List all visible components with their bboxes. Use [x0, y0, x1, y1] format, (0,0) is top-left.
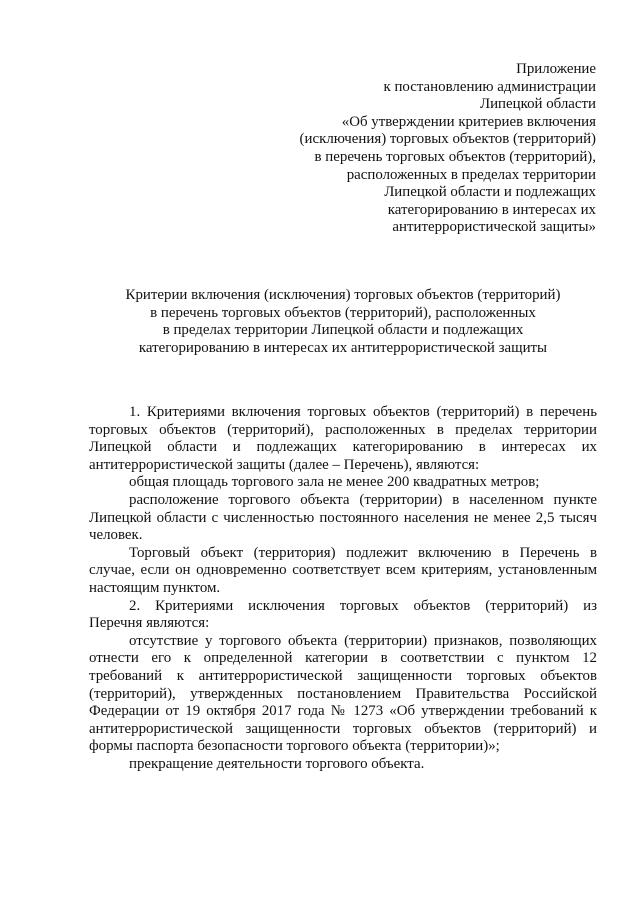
title-line: в перечень торговых объектов (территорий), расположенных	[150, 304, 536, 321]
appendix-line: (исключения) торговых объектов (территорий)	[299, 131, 596, 148]
appendix-line: Липецкой области и подлежащих	[384, 184, 596, 201]
paragraph-location-criterion	[89, 492, 597, 545]
body-line: 2. Критериями исключения торговых объектов (территорий) из	[129, 597, 597, 614]
body-line: (территорий), утвержденных постановлением Правительства Российской	[89, 685, 597, 702]
title-line: Критерии включения (исключения) торговых объектов (территорий)	[125, 287, 561, 303]
body-line: прекращение деятельности торгового объекта.	[129, 755, 425, 772]
body-line: Торговый объект (территория) подлежит включению в Перечень в	[129, 544, 597, 561]
body-line: торговых объектов (территорий), расположенных в пределах территории	[89, 421, 597, 438]
appendix-line: «Об утверждении критериев включения	[341, 113, 596, 130]
body-line: отнести его к определенной категории в соответствии с пунктом 12	[89, 650, 597, 667]
body-line: Липецкой области и подлежащих категорированию в интересах их	[89, 439, 597, 456]
body-line: антитеррористической защищенности торговых объектов (территорий) и	[89, 720, 597, 737]
body-line: отсутствие у торгового объекта (территории) признаков, позволяющих	[129, 632, 597, 649]
body-line: общая площадь торгового зала не менее 200 квадратных метров;	[129, 474, 540, 491]
document-body	[89, 404, 597, 773]
body-line: расположение торгового объекта (территории) в населенном пункте	[129, 491, 597, 508]
appendix-line: расположенных в пределах территории	[346, 166, 596, 183]
body-line: настоящим пунктом.	[89, 579, 221, 596]
paragraph-exclusion-criteria	[89, 598, 597, 633]
appendix-line: в перечень торговых объектов (территорий),	[314, 148, 596, 165]
paragraph-inclusion-condition	[89, 545, 597, 598]
paragraph-termination-criterion	[89, 756, 597, 774]
appendix-line: Липецкой области	[479, 96, 596, 113]
body-line: случае, если он одновременно соответствует всем критериям, установленным	[89, 562, 597, 579]
appendix-line: антитеррористической защиты»	[392, 219, 596, 236]
paragraph-inclusion-criteria	[89, 404, 597, 474]
body-line: Перечня являются:	[89, 615, 210, 632]
appendix-line: Приложение	[516, 61, 596, 77]
document-title	[89, 287, 597, 357]
body-line: Федерации от 19 октября 2017 года № 1273 «Об утверждении требований к	[89, 703, 597, 720]
body-line: формы паспорта безопасности торгового объекта (территории)»;	[89, 738, 500, 755]
body-line: человек.	[89, 527, 143, 544]
appendix-line: категорированию в интересах их	[387, 201, 596, 218]
body-line: Липецкой области с численностью постоянного населения не менее 2,5 тысяч	[89, 509, 597, 526]
paragraph-no-category-criterion	[89, 633, 597, 756]
appendix-block	[176, 61, 596, 237]
title-line: категорированию в интересах их антитеррористической защиты	[138, 339, 548, 356]
appendix-line: к постановлению администрации	[383, 78, 596, 95]
title-line: в пределах территории Липецкой области и подлежащих	[162, 322, 524, 339]
paragraph-area-criterion	[89, 474, 597, 492]
body-line: антитеррористической защиты (далее – Перечень), являются:	[89, 456, 480, 473]
body-line: требований к антитеррористической защищенности торговых объектов	[89, 667, 597, 684]
body-line: 1. Критериями включения торговых объектов (территорий) в перечень	[129, 404, 597, 420]
